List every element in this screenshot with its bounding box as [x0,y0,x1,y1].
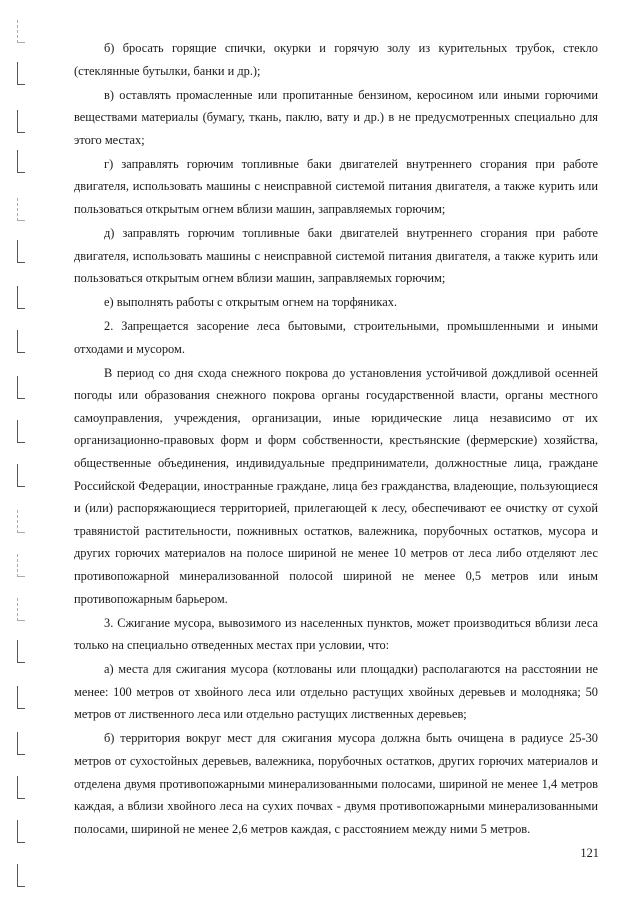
binding-mark [17,510,25,533]
paragraph-item-b-burning: б) территория вокруг мест для сжигания мусора должна быть очищена в радиусе 25-30 метров от сухостойных деревьев, валежника, порубочных остатков, других горючих материалов и отделена двумя противопожарными минерализованными полосами, шириной не менее 1,4 метров каждая, а вблизи хвойного леса на сухих почвах - двумя противопожарными минерализованными полосами, шириной не менее 2,6 метров каждая, с расстоянием между ними 5 метров. [74,731,598,836]
binding-mark [17,330,25,353]
binding-mark [17,820,25,843]
binding-mark [17,776,25,799]
page-number: 121 [580,846,599,860]
binding-mark [17,198,25,221]
paragraph-section-3: 3. Сжигание мусора, вывозимого из населенных пунктов, может производиться вблизи леса только на специально отведенных местах при условии, что: [74,615,598,653]
paragraph-item-b: б) бросать горящие спички, окурки и горячую золу из курительных трубок, стекло (стеклянные бутылки, банки и др.); [74,41,598,78]
binding-mark [17,420,25,443]
binding-mark [17,464,25,487]
binding-mark [17,376,25,399]
binding-mark [17,20,25,43]
binding-mark [17,240,25,263]
binding-mark [17,686,25,709]
binding-mark [17,554,25,577]
binding-mark [17,598,25,621]
binding-mark [17,110,25,133]
binding-mark [17,864,25,887]
paragraph-section-2: 2. Запрещается засорение леса бытовыми, строительными, промышленными и иными отходами и мусором. [74,319,598,356]
paragraph-item-e: е) выполнять работы с открытым огнем на торфяниках. [104,295,398,310]
binding-mark [17,286,25,309]
paragraph-item-a: а) места для сжигания мусора (котлованы или площадки) располагаются на расстоянии не менее: 100 метров от хвойного леса или отдельно растущих хвойных деревьев и молодняка; 50 метров от лиственного леса или отдельно растущих лиственных деревьев; [74,662,598,722]
binding-mark [17,732,25,755]
paragraph-item-g: г) заправлять горючим топливные баки двигателей внутреннего сгорания при работе двигателя, использовать машины с неисправной системой питания двигателя, а также курить или пользоваться открытым огнем вблизи машин, заправляемых горючим; [74,156,598,216]
binding-mark [17,62,25,85]
paragraph-item-d: д) заправлять горючим топливные баки двигателей внутреннего сгорания при работе двигателя, использовать машины с неисправной системой питания двигателя, а также курить или пользоваться открытым огнем вблизи машин, заправляемых горючим; [74,225,598,286]
paragraph-item-v: в) оставлять промасленные или пропитанные бензином, керосином или иными горючими веществами материалы (бумагу, ткань, паклю, вату и др.) в не предусмотренных специально для этого местах; [74,87,598,147]
document-body [74,37,598,840]
paragraph-clearing-rules: В период со дня схода снежного покрова до установления устойчивой дождливой осенней погоды или образования снежного покрова органы государственной власти, органы местного самоуправления, учреждения, организации, иные юридические лица независимо от их организационно-правовых форм и форм собственности, крестьянские (фермерские) хозяйства, общественные объединения, индивидуальные предприниматели, должностные лица, граждане Российской Федерации, иностранные граждане, лица без гражданства, владеющие, пользующиеся и (или) распоряжающиеся территорией, прилегающей к лесу, обеспечивают ее очистку от сухой травянистой растительности, пожнивных остатков, валежника, порубочных остатков, мусора и других горючих материалов на полосе шириной не менее 10 метров от леса либо отделяют лес противопожарной минерализованной полосой шириной не менее 0,5 метров или иным противопожарным барьером. [74,365,598,606]
binding-mark [17,640,25,663]
binding-mark [17,150,25,173]
